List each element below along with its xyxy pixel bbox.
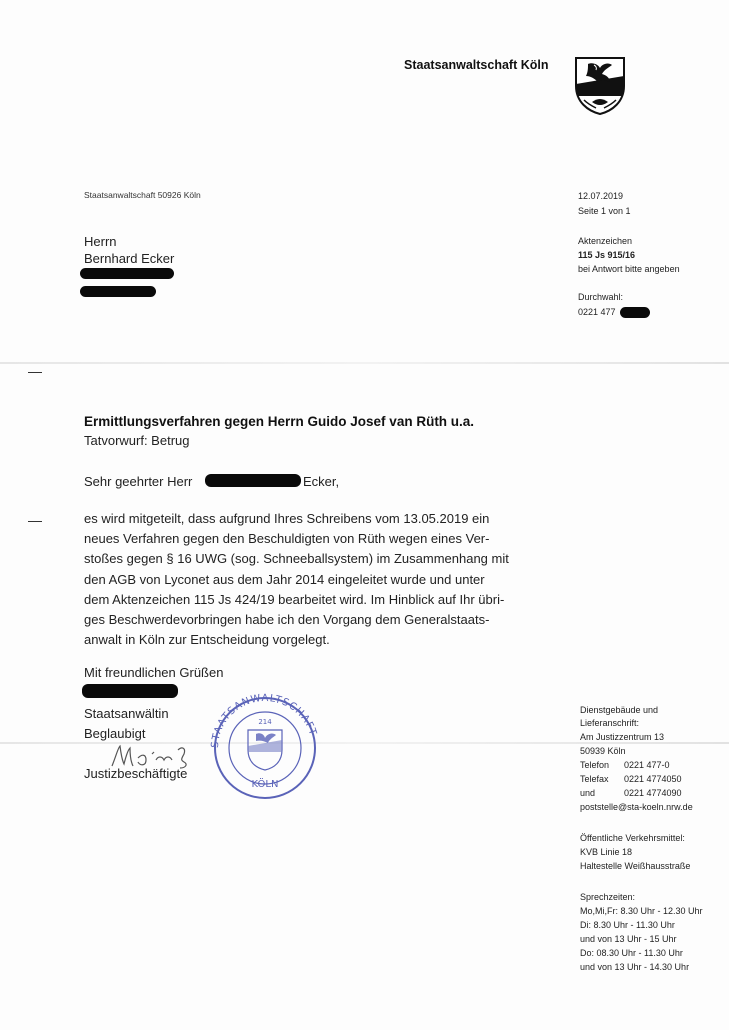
fax-label: Telefax [580, 774, 609, 784]
body-line: anwalt in Köln zur Entscheidung vorgelegt. [84, 632, 330, 648]
official-seal-icon [200, 688, 330, 800]
redaction-bar [205, 474, 301, 487]
signer-role: Staatsanwältin [84, 706, 169, 721]
greeting-prefix: Sehr geehrter Herr [84, 474, 193, 489]
hours-item: Mo,Mi,Fr: 8.30 Uhr - 12.30 Uhr [580, 906, 703, 916]
transport-stop: Haltestelle Weißhausstraße [580, 861, 691, 871]
redaction-bar [80, 286, 156, 297]
body-line: dem Aktenzeichen 115 Js 424/19 bearbeitet wird. Im Hinblick auf Ihr übri- [84, 591, 505, 607]
subject-line: Ermittlungsverfahren gegen Herrn Guido Josef van Rüth u.a. [84, 414, 475, 429]
hours-item: und von 13 Uhr - 14.30 Uhr [580, 962, 690, 972]
page-indicator: Seite 1 von 1 [578, 206, 631, 216]
body-line: neues Verfahren gegen den Beschuldigten von Rüth wegen eines Ver- [84, 531, 490, 547]
redaction-bar [620, 307, 650, 318]
fax-number: 0221 4774050 [624, 774, 682, 784]
redaction-bar [82, 684, 178, 698]
office-street: Am Justizzentrum 13 [580, 732, 665, 742]
fold-mark [28, 372, 42, 373]
office-city: 50939 Köln [580, 746, 626, 756]
fax2-number: 0221 4774090 [624, 788, 682, 798]
nrw-crest-icon [574, 56, 626, 116]
letter-body [84, 509, 568, 650]
body-line: den AGB von Lyconet aus dem Jahr 2014 eingeleitet wurde und unter [84, 571, 485, 587]
phone-label: Telefon [580, 760, 610, 770]
body-line: ges Beschwerdevorbringen habe ich den Vorgang dem Generalstaats- [84, 612, 490, 628]
certified-label: Beglaubigt [84, 726, 146, 741]
sender-return-address: Staatsanwaltschaft 50926 Köln [84, 190, 201, 200]
file-number-label: Aktenzeichen [578, 236, 633, 246]
fax2-label: und [580, 788, 596, 798]
greeting [84, 474, 192, 489]
hours-item: und von 13 Uhr - 15 Uhr [580, 934, 677, 944]
body-line: stoßes gegen § 16 UWG (sog. Schneeballsystem) im Zusammenhang mit [84, 551, 509, 567]
punch-mark [28, 521, 42, 522]
direct-dial-number: 0221 477 [578, 307, 616, 317]
authority-name: Staatsanwaltschaft Köln [404, 58, 549, 72]
letter-date: 12.07.2019 [578, 191, 624, 201]
fold-line-upper [0, 362, 729, 364]
hours-label: Sprechzeiten: [580, 892, 636, 902]
recipient-name: Bernhard Ecker [84, 251, 175, 266]
redaction-bar [80, 268, 174, 279]
phone-number: 0221 477-0 [624, 760, 670, 770]
recipient-salutation: Herrn [84, 234, 117, 249]
greeting-suffix: Ecker, [303, 474, 340, 489]
body-line: es wird mitgeteilt, dass aufgrund Ihres Schreibens vom 13.05.2019 ein [84, 511, 490, 526]
closing-regards: Mit freundlichen Grüßen [84, 665, 224, 680]
seal-text-top: STAATSANWALTSCHAFT [209, 692, 319, 749]
hours-item: Di: 8.30 Uhr - 11.30 Uhr [580, 920, 675, 930]
file-number: 115 Js 915/16 [578, 250, 636, 260]
handwritten-signature-icon [108, 736, 198, 776]
office-label: Dienstgebäude und [580, 705, 659, 715]
direct-dial-label: Durchwahl: [578, 292, 624, 302]
file-number-hint: bei Antwort bitte angeben [578, 264, 680, 274]
clerk-label: Justizbeschäftigte [84, 766, 188, 781]
seal-text-bottom: KÖLN [251, 779, 279, 790]
office-label: Lieferanschrift: [580, 718, 640, 728]
transport-line: KVB Linie 18 [580, 847, 633, 857]
transport-label: Öffentliche Verkehrsmittel: [580, 833, 685, 843]
charge-line: Tatvorwurf: Betrug [84, 433, 190, 448]
seal-number: 214 [258, 718, 272, 726]
hours-item: Do: 08.30 Uhr - 11.30 Uhr [580, 948, 683, 958]
office-email: poststelle@sta-koeln.nrw.de [580, 802, 693, 812]
